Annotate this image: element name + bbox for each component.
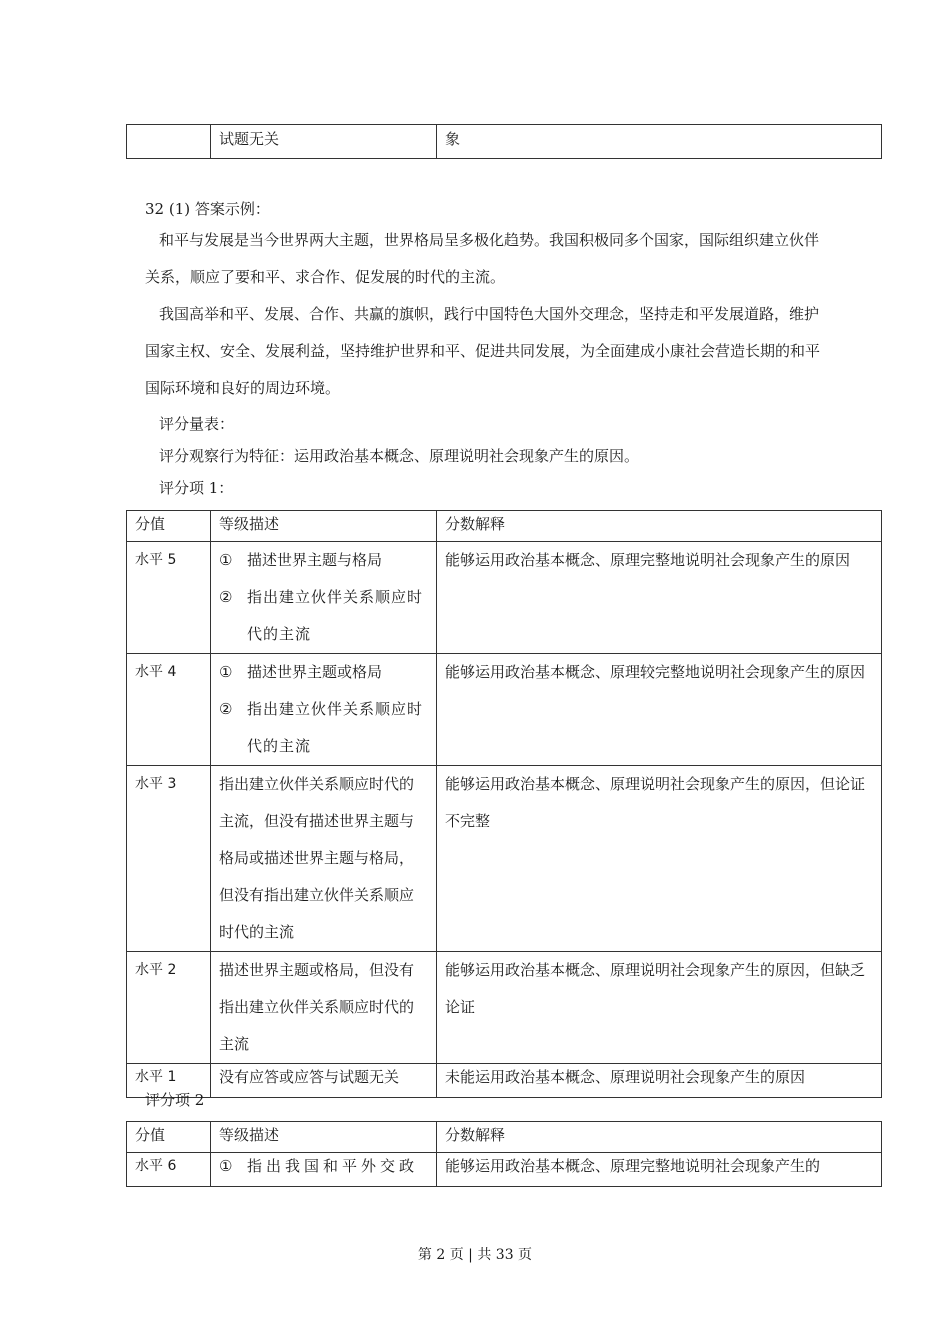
score-explanation: 未能运用政治基本概念、原理说明社会现象产生的原因: [437, 1064, 882, 1098]
desc-item: 指出我国和平外交政: [247, 1157, 419, 1175]
scoring-table-2: [126, 1121, 882, 1187]
header-level-desc: 等级描述: [211, 1122, 437, 1153]
level-description: [211, 1153, 437, 1187]
top-table-cell-3: 象: [437, 125, 882, 159]
level-description: 没有应答或应答与试题无关: [211, 1064, 437, 1098]
table-row: [127, 542, 882, 654]
score-explanation: 能够运用政治基本概念、原理较完整地说明社会现象产生的原因: [437, 654, 882, 766]
scoring-table-1: [126, 510, 882, 1098]
top-table-cell-2: 试题无关: [211, 125, 437, 159]
header-explain: 分数解释: [437, 511, 882, 542]
table-row: [127, 654, 882, 766]
top-table-fragment: [126, 124, 882, 159]
score-explanation: 能够运用政治基本概念、原理完整地说明社会现象产生的原因: [437, 542, 882, 654]
answer-paragraph-1: 和平与发展是当今世界两大主题，世界格局呈多极化趋势。我国积极同多个国家，国际组织建立伙伴关系，顺应了要和平、求合作、促发展的时代的主流。: [145, 231, 820, 286]
level-label: 水平 3: [127, 766, 211, 952]
table-row: [127, 766, 882, 952]
table-header-row: [127, 511, 882, 542]
level-label: 水平 5: [127, 542, 211, 654]
header-score: 分值: [127, 511, 211, 542]
level-label: 水平 2: [127, 952, 211, 1064]
marker-2: ②: [219, 588, 233, 606]
level-label: 水平 4: [127, 654, 211, 766]
marker-2: ②: [219, 700, 233, 718]
marker-1: ①: [219, 551, 233, 569]
desc-item: 指出建立伙伴关系顺应时代的主流: [247, 588, 424, 643]
level-description: 指出建立伙伴关系顺应时代的主流，但没有描述世界主题与格局或描述世界主题与格局，但没有指出建立伙伴关系顺应时代的主流: [211, 766, 437, 952]
level-description: [211, 654, 437, 766]
desc-item: 描述世界主题与格局: [247, 551, 383, 569]
table-row: [127, 1064, 882, 1098]
score-explanation: 能够运用政治基本概念、原理说明社会现象产生的原因，但缺乏论证: [437, 952, 882, 1064]
rubric-description: 评分观察行为特征：运用政治基本概念、原理说明社会现象产生的原因。: [159, 447, 640, 465]
scoring-item-2-title: 评分项 2: [145, 1091, 205, 1109]
table-row: [127, 952, 882, 1064]
score-explanation: 能够运用政治基本概念、原理说明社会现象产生的原因，但论证不完整: [437, 766, 882, 952]
level-label: 水平 1: [127, 1064, 211, 1098]
desc-item: 描述世界主题或格局: [247, 663, 383, 681]
table-row: [127, 1153, 882, 1187]
level-description: [211, 542, 437, 654]
level-label: 水平 6: [127, 1153, 211, 1187]
q32-heading: 32 (1) 答案示例：: [145, 200, 270, 218]
top-table-cell-empty: [127, 125, 211, 159]
desc-item: 指出建立伙伴关系顺应时代的主流: [247, 700, 424, 755]
header-level-desc: 等级描述: [211, 511, 437, 542]
marker-1: ①: [219, 1157, 233, 1175]
header-score: 分值: [127, 1122, 211, 1153]
header-explain: 分数解释: [437, 1122, 882, 1153]
score-explanation: 能够运用政治基本概念、原理完整地说明社会现象产生的: [437, 1153, 882, 1187]
scoring-item-1-title: 评分项 1：: [159, 479, 234, 497]
marker-1: ①: [219, 663, 233, 681]
answer-paragraph-2: 我国高举和平、发展、合作、共赢的旗帜，践行中国特色大国外交理念，坚持走和平发展道路，维护国家主权、安全、发展利益，坚持维护世界和平、促进共同发展，为全面建成小康社会营造长期的和平国际环境和良好的周边环境。: [145, 305, 821, 397]
rubric-title: 评分量表：: [159, 415, 235, 433]
level-description: 描述世界主题或格局，但没有指出建立伙伴关系顺应时代的主流: [211, 952, 437, 1064]
page-footer: 第 2 页 | 共 33 页: [417, 1247, 533, 1263]
table-header-row: [127, 1122, 882, 1153]
